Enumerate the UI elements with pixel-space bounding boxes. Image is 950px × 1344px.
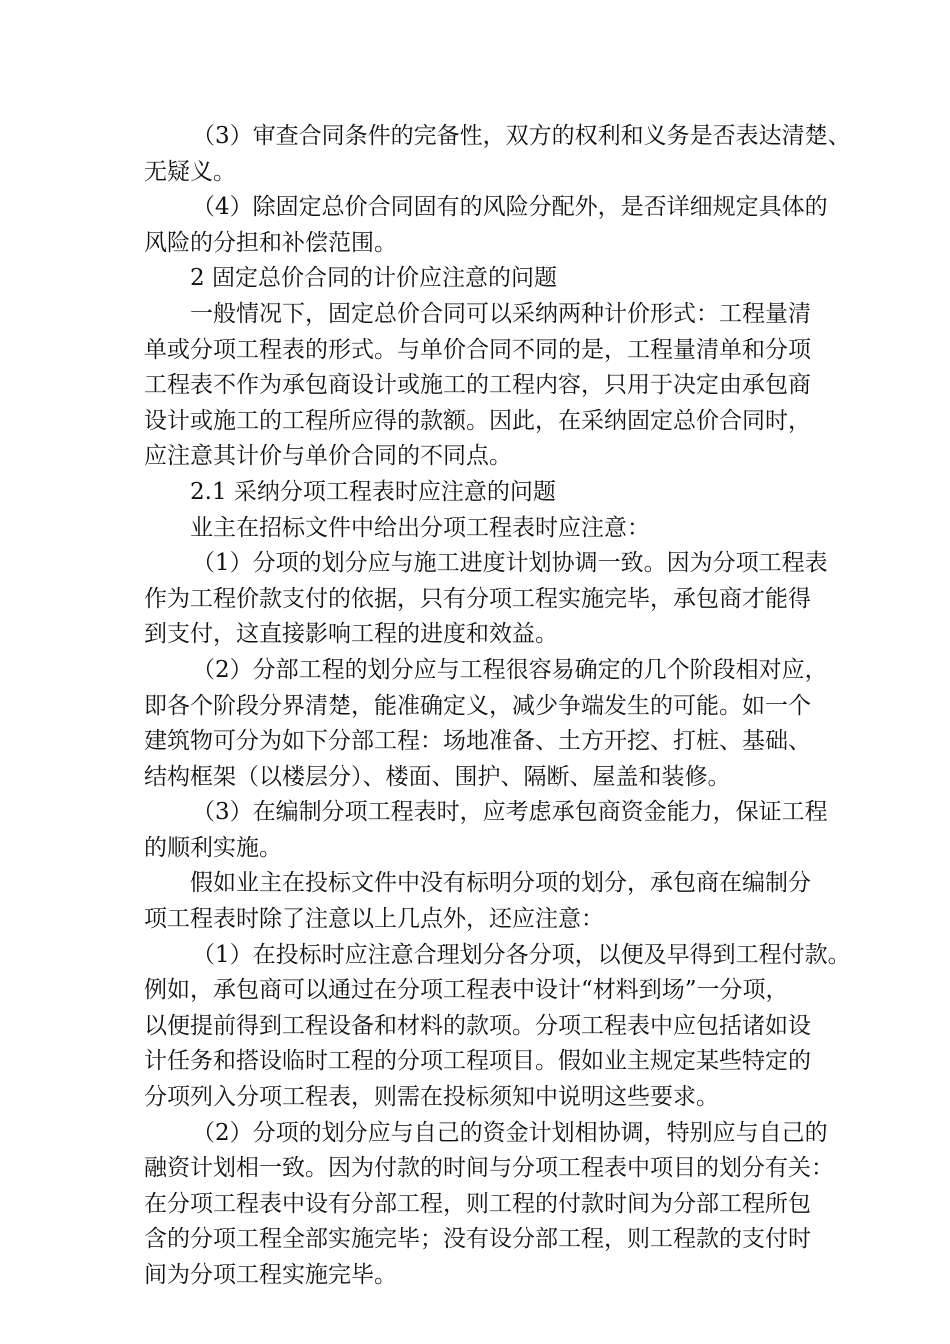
paragraph-line: 在分项工程表中设有分部工程，则工程的付款时间为分部工程所包 [144,1190,811,1217]
paragraph-line: 到支付，这直接影响工程的进度和效益。 [144,621,558,648]
paragraph-line: 无疑义。 [144,158,236,185]
paragraph-line: 设计或施工的工程所应得的款额。因此，在采纳固定总价合同时， [144,407,811,434]
paragraph-line: 一般情况下，固定总价合同可以采纳两种计价形式：工程量清 [190,300,811,327]
paragraph-line: 项工程表时除了注意以上几点外，还应注意： [144,906,604,933]
paragraph-line: 计任务和搭设临时工程的分项工程项目。假如业主规定某些特定的 [144,1048,811,1075]
paragraph-line: 分项列入分项工程表，则需在投标须知中说明这些要求。 [144,1084,719,1111]
document-body [144,119,851,1294]
paragraph-line: 工程表不作为承包商设计或施工的工程内容，只用于决定由承包商 [144,372,811,399]
paragraph-line: 单或分项工程表的形式。与单价合同不同的是，工程量清单和分项 [144,336,811,363]
paragraph-line: 作为工程价款支付的依据，只有分项工程实施完毕，承包商才能得 [144,585,811,612]
paragraph-line: 含的分项工程全部实施完毕；没有设分部工程，则工程款的支付时 [144,1226,811,1253]
paragraph-line: 结构框架（以楼层分）、楼面、围护、隔断、屋盖和装修。 [144,763,731,790]
paragraph-line: （2）分项的划分应与自己的资金计划相协调，特别应与自己的 [192,1119,828,1146]
paragraph-line: 的顺利实施。 [144,834,282,861]
section-heading: 2.1 采纳分项工程表时应注意的问题 [190,478,556,505]
paragraph-line: （1）在投标时应注意合理划分各分项，以便及早得到工程付款。 [192,941,851,968]
paragraph-line: （3）在编制分项工程表时，应考虑承包商资金能力，保证工程 [192,799,828,826]
paragraph-line: 风险的分担和补偿范围。 [144,229,397,256]
paragraph-line: 以便提前得到工程设备和材料的款项。分项工程表中应包括诸如设 [144,1012,811,1039]
section-heading: 2 固定总价合同的计价应注意的问题 [190,265,557,292]
paragraph-line: 即各个阶段分界清楚，能准确定义，减少争端发生的可能。如一个 [144,692,811,719]
paragraph-line: （2）分部工程的划分应与工程很容易确定的几个阶段相对应， [192,656,828,683]
paragraph-line: 应注意其计价与单价合同的不同点。 [144,443,512,470]
paragraph-line: 例如，承包商可以通过在分项工程表中设计“材料到场”一分项， [144,977,789,1004]
paragraph-line: 融资计划相一致。因为付款的时间与分项工程表中项目的划分有关： [144,1155,834,1182]
paragraph-line: 间为分项工程实施完毕。 [144,1262,397,1288]
paragraph-line: （4）除固定总价合同固有的风险分配外，是否详细规定具体的 [192,194,828,221]
paragraph-line: （3）审查合同条件的完备性，双方的权利和义务是否表达清楚、 [192,123,851,149]
paragraph-line: 业主在招标文件中给出分项工程表时应注意： [190,514,650,541]
paragraph-line: 建筑物可分为如下分部工程：场地准备、土方开挖、打桩、基础、 [144,728,811,755]
paragraph-line: 假如业主在投标文件中没有标明分项的划分，承包商在编制分 [190,870,811,897]
paragraph-line: （1）分项的划分应与施工进度计划协调一致。因为分项工程表 [192,550,828,577]
